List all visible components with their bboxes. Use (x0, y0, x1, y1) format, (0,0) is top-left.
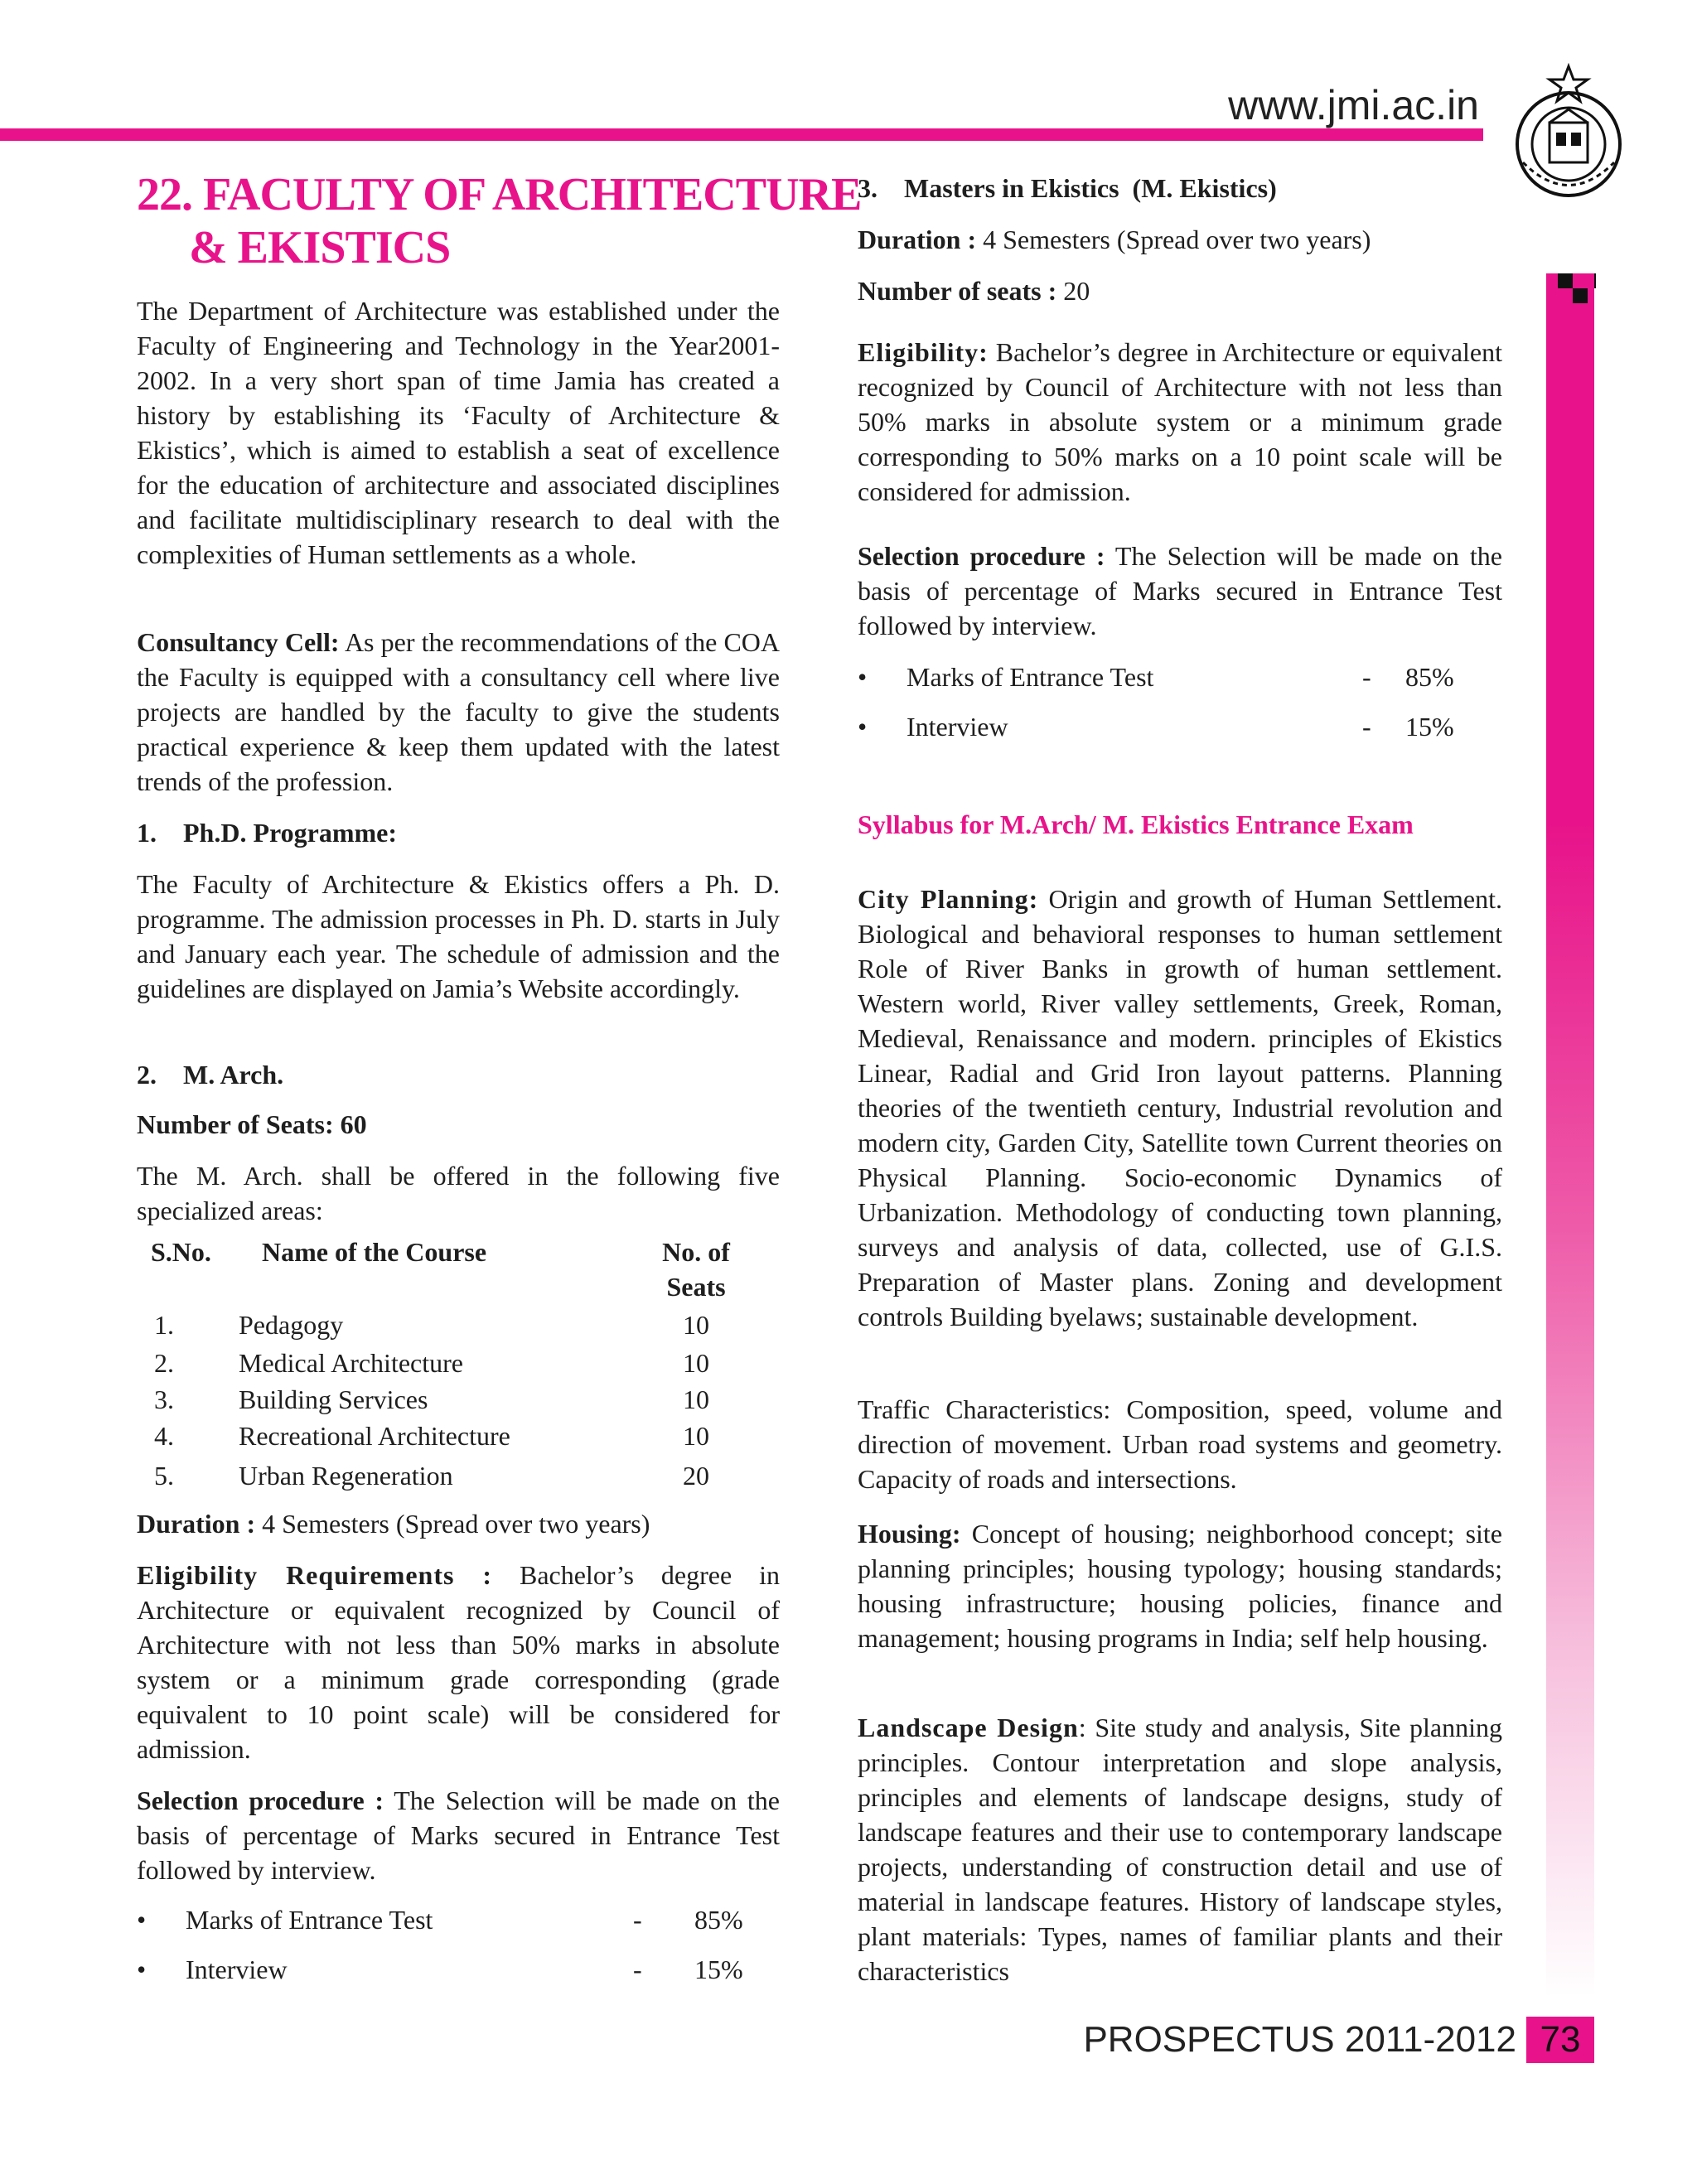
bullet-value: 85% (1405, 662, 1454, 692)
city-planning-label: City Planning: (858, 884, 1039, 914)
housing-label: Housing: (858, 1519, 961, 1549)
row-seats: 10 (683, 1421, 709, 1451)
selection-text: The Selection will be made on the basis of percentage of Marks secured in Entrance Test followed by interview. (137, 1785, 781, 1885)
selection-label: Selection procedure : (137, 1785, 384, 1815)
eligibility-text: Bachelor’s degree in Architecture or equivalent recognized by Council of Architecture with not less than 50% marks in absolute system or a minimum grade corresponding to 50% marks on a 10 point scale will be considered for admission. (858, 337, 1502, 506)
bullet-value: 15% (694, 1954, 743, 1984)
eligibility-label: Eligibility: (858, 337, 989, 367)
section-title-line2: & EKISTICS (189, 222, 451, 273)
landscape-label: Landscape Design (858, 1713, 1079, 1742)
ekistics-eligibility (858, 335, 1502, 509)
consultancy-label: Consultancy Cell: (137, 627, 340, 657)
consultancy-paragraph (137, 625, 780, 799)
selection-label: Selection procedure : (858, 541, 1105, 571)
phd-paragraph: The Faculty of Architecture & Ekistics offers a Ph. D. programme. The admission processes in Ph. D. starts in July and January each year. The schedule of admission and the guidelines are displayed on Jamia’s Website accordingly. (137, 869, 780, 1003)
ekistics-heading: 3. Masters in Ekistics (M. Ekistics) (858, 173, 1277, 203)
duration-label: Duration : (137, 1509, 256, 1539)
row-sno: 4. (154, 1421, 174, 1451)
bullet: • (858, 712, 868, 742)
bullet-value: 15% (1405, 712, 1454, 742)
website-url: www.jmi.ac.in (1228, 82, 1479, 128)
ekistics-seats (858, 273, 1502, 308)
corner-square (1573, 288, 1588, 303)
duration-text: 4 Semesters (Spread over two years) (976, 225, 1371, 254)
prospectus-footer: PROSPECTUS 2011-2012 (1083, 2019, 1516, 2060)
intro-paragraph: The Department of Architecture was established under the Faculty of Engineering and Technology in the Year2001-2002. In a very short span of time Jamia has created a history by establishing its ‘Faculty of Architecture & Ekistics’, which is aimed to establish a seat of excellence for the education of architecture and associated disciplines and facilitate multidisciplinary research to deal with the complexities of Human settlements as a whole. (137, 296, 780, 569)
section-title-line1: 22. FACULTY OF ARCHITECTURE (137, 169, 862, 220)
syllabus-heading: Syllabus for M.Arch/ M. Ekistics Entrance Exam (858, 809, 1414, 839)
page-number: 73 (1526, 2017, 1594, 2063)
university-seal-logo (1506, 63, 1631, 204)
housing-paragraph (858, 1516, 1502, 1655)
row-course-name: Urban Regeneration (239, 1461, 453, 1491)
bullet-dash: - (633, 1905, 642, 1935)
landscape-paragraph (858, 1710, 1502, 1988)
bullet-dash: - (1362, 662, 1371, 692)
selection-text: The Selection will be made on the basis of percentage of Marks secured in Entrance Test followed by interview. (858, 541, 1503, 640)
phd-heading: 1. Ph.D. Programme: (137, 818, 397, 848)
corner-square (1558, 273, 1573, 288)
march-eligibility (137, 1558, 780, 1766)
eligibility-text: Bachelor’s degree in Architecture or equivalent recognized by Council of Architecture with not less than 50% marks in absolute system or a minimum grade corresponding (grade equivalent to 10 point scale) will be considered for admission. (137, 1560, 781, 1764)
housing-text: Concept of housing; neighborhood concept; site planning principles; housing typology; housing standards; housing infrastructure; housing policies, finance and management; housing programs in India; self help housing. (858, 1519, 1502, 1653)
bullet-dash: - (1362, 712, 1371, 742)
row-sno: 2. (154, 1348, 174, 1378)
duration-label: Duration : (858, 225, 977, 254)
bullet: • (137, 1954, 147, 1984)
row-course-name: Medical Architecture (239, 1348, 463, 1378)
landscape-text: : Site study and analysis, Site planning principles. Contour interpretation and slope analysis, principles and elements of landscape designs, study of landscape features and their use to contemporary landscape projects, understanding of construction detail and use of material in landscape features. History of landscape styles, plant materials: Types, names of familiar plants and their characteristics (858, 1713, 1503, 1986)
bullet: • (137, 1905, 147, 1935)
pink-gradient-sidebar (1546, 273, 1594, 1997)
row-sno: 1. (154, 1310, 174, 1340)
row-seats: 10 (683, 1310, 709, 1340)
table-header-sno: S.No. (151, 1237, 211, 1267)
duration-text: 4 Semesters (Spread over two years) (255, 1509, 650, 1539)
seats-label: Number of seats : (858, 276, 1057, 306)
march-duration (137, 1506, 780, 1541)
bullet-label: Marks of Entrance Test (907, 662, 1154, 692)
ekistics-duration (858, 222, 1502, 257)
city-planning-paragraph (858, 882, 1502, 1334)
eligibility-label: Eligibility Requirements : (137, 1560, 493, 1590)
bullet-label: Marks of Entrance Test (186, 1905, 433, 1935)
row-seats: 10 (683, 1384, 709, 1414)
consultancy-text: As per the recommendations of the COA the Faculty is equipped with a consultancy cell where live projects are handled by the faculty to give the students practical experience & keep them updated with the latest trends of the profession. (137, 627, 780, 796)
row-course-name: Building Services (239, 1384, 428, 1414)
city-planning-text: Origin and growth of Human Settlement. Biological and behavioral responses to human settlement Role of River Banks in growth of human settlement. Western world, River valley settlements, Greek, Roman, Medieval, Renaissance and modern. principles of Ekistics Linear, Radial and Grid Iron layout patterns. Planning theories of the twentieth century, Industrial revolution and modern city, Garden City, Satellite town Current theories on Physical Planning. Socio-economic Dynamics of Urbanization. Methodology of conducting town planning, surveys and analysis of data, collected, use of G.I.S. Preparation of Master plans. Zoning and development controls Building byelaws; sustainable development. (858, 884, 1503, 1331)
march-description: The M. Arch. shall be offered in the following five specialized areas: (137, 1161, 780, 1225)
ekistics-selection (858, 539, 1502, 643)
march-seats-heading: Number of Seats: 60 (137, 1109, 367, 1139)
header-bar (0, 128, 1483, 141)
bullet: • (858, 662, 868, 692)
row-sno: 3. (154, 1384, 174, 1414)
march-selection (137, 1783, 780, 1887)
row-seats: 20 (683, 1461, 709, 1491)
row-seats: 10 (683, 1348, 709, 1378)
row-course-name: Recreational Architecture (239, 1421, 510, 1451)
traffic-paragraph: Traffic Characteristics: Composition, speed, volume and direction of movement. Urban road systems and geometry. Capacity of roads and intersections. (858, 1394, 1502, 1494)
row-sno: 5. (154, 1461, 174, 1491)
bullet-value: 85% (694, 1905, 743, 1935)
bullet-label: Interview (907, 712, 1008, 742)
table-header-course: Name of the Course (262, 1237, 487, 1267)
row-course-name: Pedagogy (239, 1310, 344, 1340)
table-header-seats-2: Seats (666, 1272, 726, 1302)
bullet-dash: - (633, 1954, 642, 1984)
seats-text: 20 (1056, 276, 1090, 306)
bullet-label: Interview (186, 1954, 288, 1984)
table-header-seats-1: No. of (662, 1237, 730, 1267)
march-heading: 2. M. Arch. (137, 1060, 284, 1090)
